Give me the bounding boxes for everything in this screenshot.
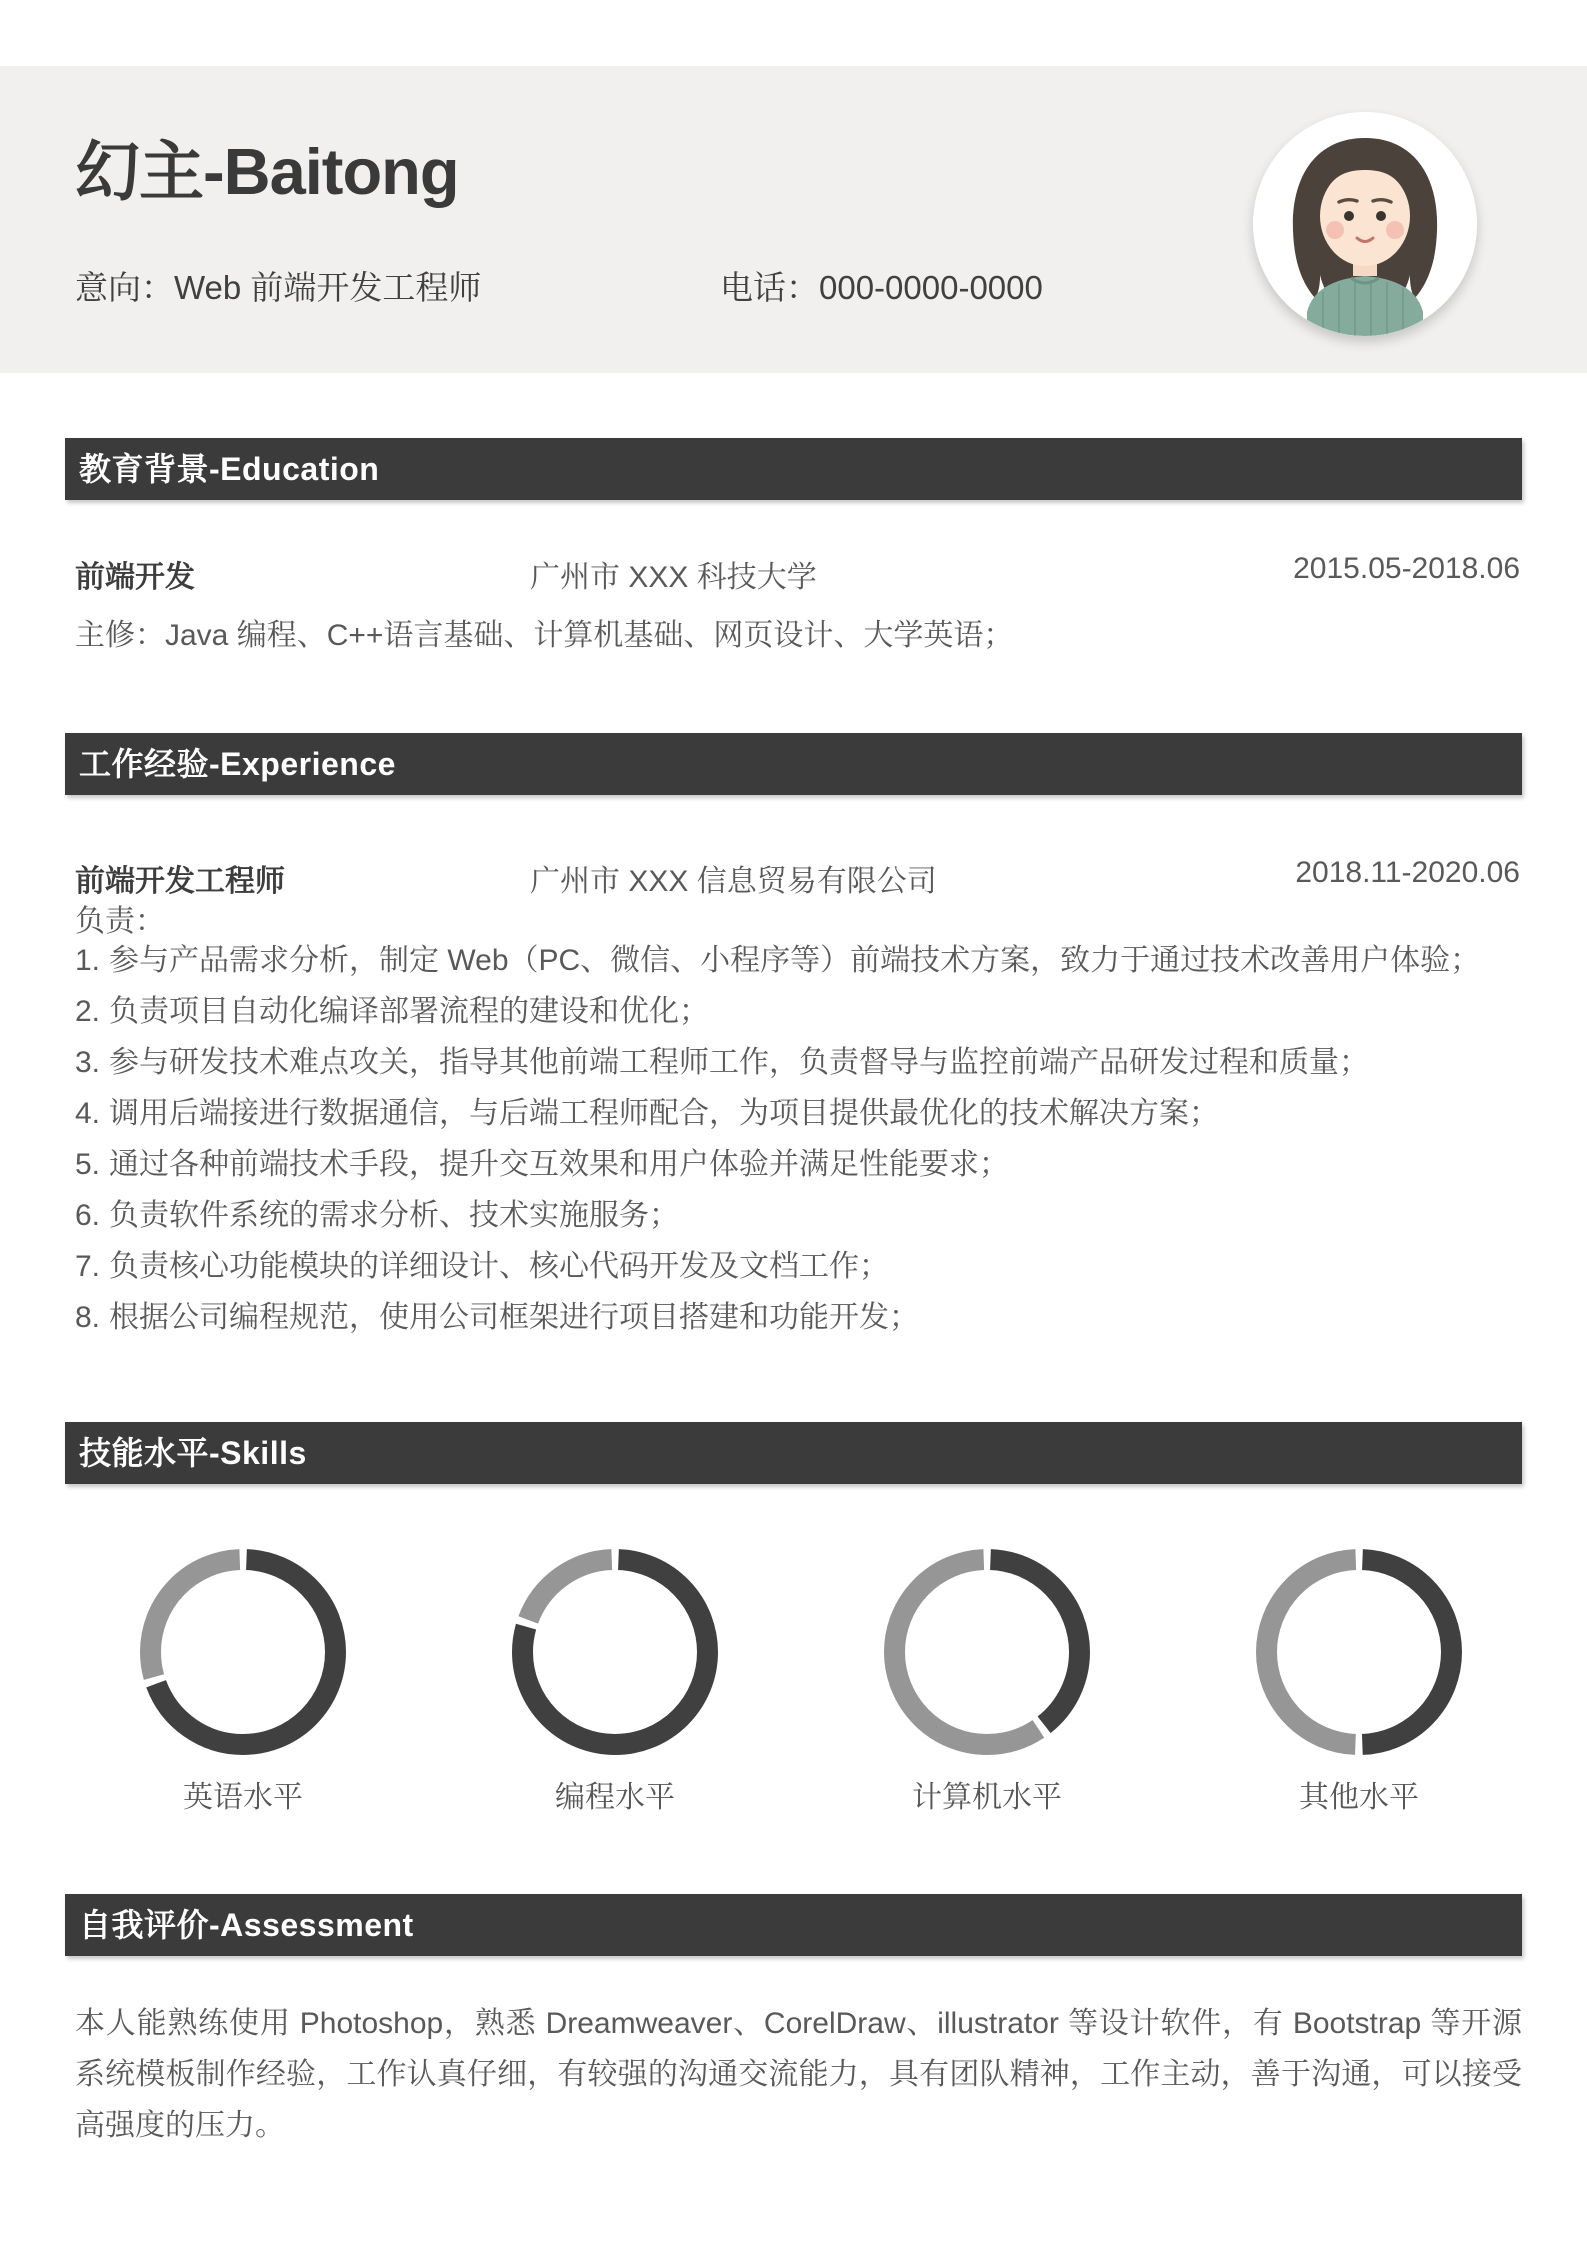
duty-item: 7. 负责核心功能模块的详细设计、核心代码开发及文档工作； [75,1250,890,1283]
section-header-experience: 工作经验-Experience [65,733,1522,795]
skill-label-programming: 编程水平 [555,1781,675,1814]
education-period: 2015.05-2018.06 [1293,552,1520,585]
candidate-name: 幻主-Baitong [75,135,459,208]
duty-item: 4. 调用后端接进行数据通信，与后端工程师配合，为项目提供最优化的技术解决方案； [75,1097,1220,1130]
duty-item: 3. 参与研发技术难点攻关，指导其他前端工程师工作，负责督导与监控前端产品研发过程和质量； [75,1046,1370,1079]
skill-label-computer: 计算机水平 [912,1781,1062,1814]
education-school: 广州市 XXX 科技大学 [530,561,817,594]
job-intention-label: 意向： [75,269,174,306]
duty-item: 2. 负责项目自动化编译部署流程的建设和优化； [75,995,710,1028]
duty-item: 1. 参与产品需求分析，制定 Web（PC、微信、小程序等）前端技术方案，致力于通过技术改善用户体验； [75,944,1481,977]
duty-item: 5. 通过各种前端技术手段，提升交互效果和用户体验并满足性能要求； [75,1148,1010,1181]
section-header-skills: 技能水平-Skills [65,1422,1522,1484]
duties-intro: 负责： [75,905,165,938]
avatar-illustration [1253,112,1477,336]
phone-label: 电话： [720,269,819,306]
avatar [1253,112,1477,336]
education-entry [0,552,1587,596]
duty-item: 6. 负责软件系统的需求分析、技术实施服务； [75,1199,680,1232]
section-header-assessment: 自我评价-Assessment [65,1894,1522,1956]
phone-value: 000-0000-0000 [819,269,1043,306]
job-intention [75,262,481,309]
education-courses: 主修：Java 编程、C++语言基础、计算机基础、网页设计、大学英语； [75,619,1014,652]
donut-chart-english [137,1546,349,1758]
education-major: 前端开发 [75,561,195,594]
donut-chart-other [1253,1546,1465,1758]
duties-list [75,935,1480,1343]
experience-company: 广州市 XXX 信息贸易有限公司 [530,865,937,898]
skill-label-english: 英语水平 [183,1781,303,1814]
donut-chart-computer [881,1546,1093,1758]
experience-role: 前端开发工程师 [75,865,285,898]
section-header-education: 教育背景-Education [65,438,1522,500]
skill-label-other: 其他水平 [1299,1781,1419,1814]
job-intention-value: Web 前端开发工程师 [174,269,482,306]
donut-chart-programming [509,1546,721,1758]
assessment-paragraph: 本人能熟练使用 Photoshop，熟悉 Dreamweaver、CorelDraw、illustrator 等设计软件，有 Bootstrap 等开源系统模板制作经验，工作认真仔细，有较强的沟通交流能力，具有团队精神，工作主动，善于沟通，可以接受高强度的压力。 [75,2007,1522,2142]
experience-entry [0,856,1587,900]
experience-period: 2018.11-2020.06 [1295,856,1520,889]
phone [720,262,1043,309]
duty-item: 8. 根据公司编程规范，使用公司框架进行项目搭建和功能开发； [75,1301,920,1334]
